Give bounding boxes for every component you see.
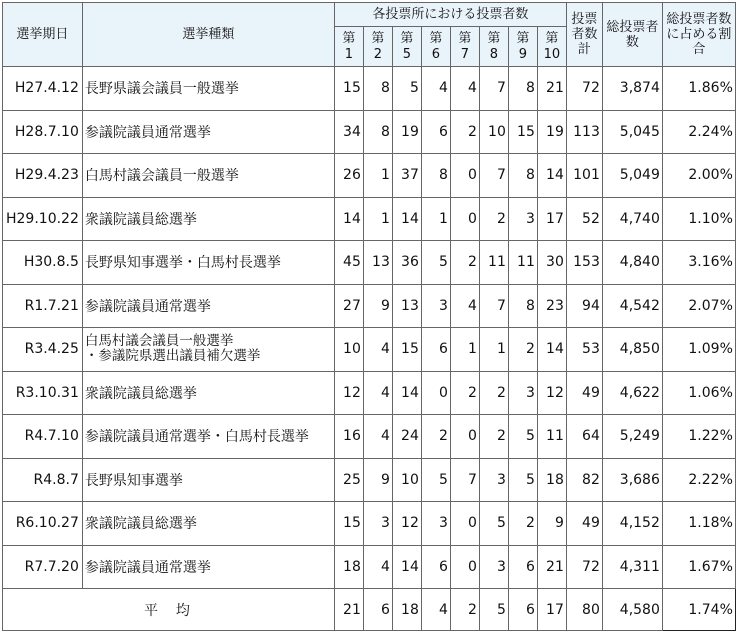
station-count: 5 xyxy=(421,241,450,285)
station-count: 8 xyxy=(508,67,537,111)
header-station-number: 2 xyxy=(373,46,383,62)
average-label: 平均 xyxy=(3,589,335,631)
voting-ratio: 1.06% xyxy=(662,371,735,415)
voting-ratio: 1.18% xyxy=(662,502,735,546)
election-date: R4.7.10 xyxy=(3,415,83,459)
station-count: 2 xyxy=(508,328,537,372)
station-count: 3 xyxy=(479,545,508,589)
table-row xyxy=(3,110,736,154)
station-count: 3 xyxy=(421,284,450,328)
average-station-count: 4 xyxy=(421,589,450,631)
station-count: 14 xyxy=(537,328,566,372)
header-station-prefix: 第 xyxy=(487,30,501,46)
station-count: 10 xyxy=(479,110,508,154)
voting-ratio: 1.86% xyxy=(662,67,735,111)
station-count: 13 xyxy=(363,241,392,285)
election-date: R1.7.21 xyxy=(3,284,83,328)
table-body xyxy=(3,67,736,631)
station-count: 26 xyxy=(334,154,363,198)
station-count: 0 xyxy=(450,154,479,198)
table-row xyxy=(3,154,736,198)
header-station-10 xyxy=(537,27,566,67)
station-count: 37 xyxy=(392,154,421,198)
average-station-count: 5 xyxy=(479,589,508,631)
header-station-1 xyxy=(334,27,363,67)
voting-ratio: 2.24% xyxy=(662,110,735,154)
header-station-number: 6 xyxy=(431,46,441,62)
station-count: 11 xyxy=(479,241,508,285)
station-count: 3 xyxy=(421,502,450,546)
average-station-count: 2 xyxy=(450,589,479,631)
election-type: 長野県議会議員一般選挙 xyxy=(82,67,334,111)
station-count: 45 xyxy=(334,241,363,285)
station-count: 11 xyxy=(537,415,566,459)
header-station-prefix: 第 xyxy=(400,30,414,46)
station-count: 4 xyxy=(363,415,392,459)
station-count: 1 xyxy=(363,197,392,241)
header-station-number: 7 xyxy=(460,46,470,62)
header-election-type: 選挙種類 xyxy=(82,3,334,67)
voting-ratio: 2.07% xyxy=(662,284,735,328)
total-voting: 4,840 xyxy=(602,241,662,285)
station-count: 9 xyxy=(537,502,566,546)
voting-ratio: 1.09% xyxy=(662,328,735,372)
total-voters: 52 xyxy=(566,197,602,241)
total-voting: 4,311 xyxy=(602,545,662,589)
station-count: 8 xyxy=(508,154,537,198)
station-count: 9 xyxy=(363,284,392,328)
table-row xyxy=(3,415,736,459)
station-count: 2 xyxy=(450,371,479,415)
total-voting: 4,740 xyxy=(602,197,662,241)
station-count: 8 xyxy=(508,284,537,328)
station-count: 25 xyxy=(334,458,363,502)
header-station-7 xyxy=(450,27,479,67)
total-voters: 113 xyxy=(566,110,602,154)
station-count: 0 xyxy=(450,545,479,589)
total-voters: 64 xyxy=(566,415,602,459)
station-count: 13 xyxy=(392,284,421,328)
total-voters: 82 xyxy=(566,458,602,502)
station-count: 3 xyxy=(508,197,537,241)
header-ratio: 総投票者数に占める割合 xyxy=(662,3,735,67)
header-station-number: 10 xyxy=(543,46,561,62)
station-count: 9 xyxy=(363,458,392,502)
station-count: 23 xyxy=(537,284,566,328)
total-voters: 72 xyxy=(566,67,602,111)
voting-statistics-table xyxy=(2,2,736,631)
station-count: 4 xyxy=(363,545,392,589)
header-date: 選挙期日 xyxy=(3,3,83,67)
voting-ratio: 2.00% xyxy=(662,154,735,198)
station-count: 10 xyxy=(334,328,363,372)
station-count: 14 xyxy=(392,545,421,589)
header-station-number: 9 xyxy=(518,46,528,62)
station-count: 4 xyxy=(450,67,479,111)
voting-ratio: 1.67% xyxy=(662,545,735,589)
average-station-count: 21 xyxy=(334,589,363,631)
election-type: 白馬村議会議員一般選挙 xyxy=(82,154,334,198)
station-count: 2 xyxy=(508,502,537,546)
election-type: 参議院議員通常選挙・白馬村長選挙 xyxy=(82,415,334,459)
station-count: 15 xyxy=(334,67,363,111)
station-count: 12 xyxy=(392,502,421,546)
station-count: 15 xyxy=(392,328,421,372)
table-row xyxy=(3,241,736,285)
station-count: 3 xyxy=(508,371,537,415)
table-row xyxy=(3,328,736,372)
election-type: 衆議院議員総選挙 xyxy=(82,371,334,415)
station-count: 0 xyxy=(450,197,479,241)
election-type: 衆議院議員総選挙 xyxy=(82,502,334,546)
station-count: 1 xyxy=(421,197,450,241)
station-count: 24 xyxy=(392,415,421,459)
station-count: 8 xyxy=(363,110,392,154)
average-station-count: 17 xyxy=(537,589,566,631)
station-count: 7 xyxy=(479,284,508,328)
header-station-number: 5 xyxy=(402,46,412,62)
election-type xyxy=(82,328,334,372)
header-station-prefix: 第 xyxy=(429,30,443,46)
station-count: 14 xyxy=(392,197,421,241)
station-count: 21 xyxy=(537,67,566,111)
station-count: 6 xyxy=(508,545,537,589)
header-stations-group: 各投票所における投票者数 xyxy=(334,3,566,27)
header-station-6 xyxy=(421,27,450,67)
header-total-voters: 投票者数計 xyxy=(566,3,602,67)
voting-ratio: 2.22% xyxy=(662,458,735,502)
station-count: 8 xyxy=(363,67,392,111)
total-voting: 5,049 xyxy=(602,154,662,198)
voting-ratio: 1.10% xyxy=(662,197,735,241)
station-count: 0 xyxy=(421,371,450,415)
station-count: 0 xyxy=(450,415,479,459)
election-date: H29.10.22 xyxy=(3,197,83,241)
station-count: 5 xyxy=(508,415,537,459)
station-count: 12 xyxy=(334,371,363,415)
election-type: 衆議院議員総選挙 xyxy=(82,197,334,241)
station-count: 14 xyxy=(392,371,421,415)
total-voters: 94 xyxy=(566,284,602,328)
election-type: 長野県知事選挙 xyxy=(82,458,334,502)
header-station-prefix: 第 xyxy=(342,30,356,46)
station-count: 6 xyxy=(421,110,450,154)
header-station-prefix: 第 xyxy=(545,30,559,46)
header-station-8 xyxy=(479,27,508,67)
station-count: 2 xyxy=(450,110,479,154)
election-date: R7.7.20 xyxy=(3,545,83,589)
station-count: 1 xyxy=(363,154,392,198)
station-count: 4 xyxy=(363,328,392,372)
station-count: 21 xyxy=(537,545,566,589)
table-row xyxy=(3,545,736,589)
table-row xyxy=(3,502,736,546)
station-count: 10 xyxy=(392,458,421,502)
voting-ratio: 1.22% xyxy=(662,415,735,459)
total-voters: 72 xyxy=(566,545,602,589)
station-count: 3 xyxy=(479,458,508,502)
election-type-line1: 白馬村議会議員一般選挙 xyxy=(84,333,234,350)
station-count: 2 xyxy=(450,241,479,285)
station-count: 2 xyxy=(479,197,508,241)
total-voters: 49 xyxy=(566,502,602,546)
station-count: 34 xyxy=(334,110,363,154)
total-voters: 49 xyxy=(566,371,602,415)
election-type-line2: ・参議院県選出議員補欠選挙 xyxy=(84,348,261,365)
election-date: H29.4.23 xyxy=(3,154,83,198)
station-count: 6 xyxy=(421,545,450,589)
table-row xyxy=(3,67,736,111)
station-count: 30 xyxy=(537,241,566,285)
station-count: 14 xyxy=(537,154,566,198)
total-voters: 53 xyxy=(566,328,602,372)
station-count: 6 xyxy=(421,328,450,372)
election-date: H30.8.5 xyxy=(3,241,83,285)
election-date: R4.8.7 xyxy=(3,458,83,502)
station-count: 4 xyxy=(421,67,450,111)
station-count: 18 xyxy=(537,458,566,502)
table-row xyxy=(3,284,736,328)
election-type: 参議院議員通常選挙 xyxy=(82,110,334,154)
total-voting: 3,686 xyxy=(602,458,662,502)
header-station-9 xyxy=(508,27,537,67)
header-total-voting: 総投票者数 xyxy=(602,3,662,67)
average-row xyxy=(3,589,736,631)
station-count: 1 xyxy=(450,328,479,372)
header-station-number: 8 xyxy=(489,46,499,62)
election-date: R3.10.31 xyxy=(3,371,83,415)
total-voting: 5,249 xyxy=(602,415,662,459)
election-type: 参議院議員通常選挙 xyxy=(82,545,334,589)
total-voting: 4,152 xyxy=(602,502,662,546)
election-date: R6.10.27 xyxy=(3,502,83,546)
election-type: 参議院議員通常選挙 xyxy=(82,284,334,328)
election-date: H27.4.12 xyxy=(3,67,83,111)
station-count: 12 xyxy=(537,371,566,415)
station-count: 14 xyxy=(334,197,363,241)
header-station-5 xyxy=(392,27,421,67)
election-date: R3.4.25 xyxy=(3,328,83,372)
station-count: 7 xyxy=(479,154,508,198)
average-total-voting: 4,580 xyxy=(602,589,662,631)
station-count: 19 xyxy=(392,110,421,154)
average-station-count: 18 xyxy=(392,589,421,631)
station-count: 4 xyxy=(450,284,479,328)
header-station-prefix: 第 xyxy=(458,30,472,46)
station-count: 16 xyxy=(334,415,363,459)
station-count: 2 xyxy=(479,371,508,415)
table-row xyxy=(3,458,736,502)
average-voting-ratio: 1.74% xyxy=(662,589,735,631)
average-station-count: 6 xyxy=(508,589,537,631)
header-station-prefix: 第 xyxy=(516,30,530,46)
station-count: 15 xyxy=(334,502,363,546)
average-total-voters: 80 xyxy=(566,589,602,631)
station-count: 8 xyxy=(421,154,450,198)
station-count: 18 xyxy=(334,545,363,589)
total-voters: 101 xyxy=(566,154,602,198)
station-count: 7 xyxy=(479,67,508,111)
header-row-top xyxy=(3,3,736,27)
voting-ratio: 3.16% xyxy=(662,241,735,285)
station-count: 1 xyxy=(479,328,508,372)
station-count: 5 xyxy=(508,458,537,502)
total-voting: 3,874 xyxy=(602,67,662,111)
station-count: 5 xyxy=(421,458,450,502)
election-date: H28.7.10 xyxy=(3,110,83,154)
total-voting: 4,850 xyxy=(602,328,662,372)
station-count: 15 xyxy=(508,110,537,154)
total-voting: 4,622 xyxy=(602,371,662,415)
station-count: 5 xyxy=(479,502,508,546)
station-count: 5 xyxy=(392,67,421,111)
station-count: 0 xyxy=(450,502,479,546)
average-station-count: 6 xyxy=(363,589,392,631)
header-station-prefix: 第 xyxy=(371,30,385,46)
station-count: 7 xyxy=(450,458,479,502)
station-count: 2 xyxy=(479,415,508,459)
station-count: 19 xyxy=(537,110,566,154)
table-row xyxy=(3,371,736,415)
header-station-2 xyxy=(363,27,392,67)
voting-table-wrapper xyxy=(2,2,736,631)
total-voters: 153 xyxy=(566,241,602,285)
station-count: 2 xyxy=(421,415,450,459)
station-count: 36 xyxy=(392,241,421,285)
station-count: 11 xyxy=(508,241,537,285)
table-row xyxy=(3,197,736,241)
election-type: 長野県知事選挙・白馬村長選挙 xyxy=(82,241,334,285)
header-station-number: 1 xyxy=(344,46,354,62)
station-count: 4 xyxy=(363,371,392,415)
station-count: 27 xyxy=(334,284,363,328)
total-voting: 4,542 xyxy=(602,284,662,328)
station-count: 3 xyxy=(363,502,392,546)
total-voting: 5,045 xyxy=(602,110,662,154)
station-count: 17 xyxy=(537,197,566,241)
